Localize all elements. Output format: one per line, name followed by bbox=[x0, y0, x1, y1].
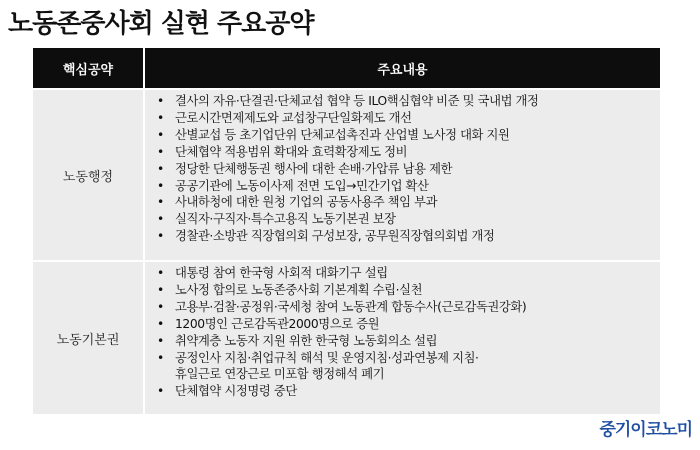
list-item: • 노사정 합의로 노동존중사회 기본계획 수립·실천 bbox=[157, 282, 660, 299]
pledge-table bbox=[33, 48, 660, 414]
list-item: • 취약계층 노동자 지원 위한 한국형 노동회의소 설립 bbox=[157, 333, 660, 350]
list-item: • 1200명인 근로감독관2000명으로 증원 bbox=[157, 316, 660, 333]
header-main-content: 주요내용 bbox=[143, 48, 660, 88]
publisher-logo: 중기이코노미 bbox=[599, 420, 692, 440]
list-item: • 공정인사 지침·취업규칙 해석 및 운영지침·성과연봉제 지침· 휴일근로 연장근로 미포함 행정해석 폐기 bbox=[157, 350, 660, 384]
list-item: • 단체협약 적용범위 확대와 효력확장제도 정비 bbox=[157, 144, 660, 161]
list-item: • 결사의 자유·단결권·단체교섭 협약 등 ILO핵심협약 비준 및 국내법 개정 bbox=[157, 93, 660, 110]
table-row bbox=[33, 88, 660, 260]
row-category: 노동행정 bbox=[62, 169, 114, 185]
content-list bbox=[157, 265, 660, 400]
list-item: • 단체협약 시정명령 중단 bbox=[157, 383, 660, 400]
page-title: 노동존중사회 실현 주요공약 bbox=[8, 9, 314, 39]
list-item: • 실직자·구직자·특수고용직 노동기본권 보장 bbox=[157, 211, 660, 228]
content-list bbox=[157, 93, 660, 245]
list-item: • 대통령 참여 한국형 사회적 대화기구 설립 bbox=[157, 265, 660, 282]
list-item: • 정당한 단체행동권 행사에 대한 손배·가압류 남용 제한 bbox=[157, 161, 660, 178]
row-content bbox=[143, 90, 660, 260]
table-header bbox=[33, 48, 660, 88]
list-item: • 산별교섭 등 초기업단위 단체교섭촉진과 산업별 노사정 대화 지원 bbox=[157, 127, 660, 144]
list-item: • 근로시간면제제도와 교섭창구단일화제도 개선 bbox=[157, 110, 660, 127]
list-item: • 경찰관·소방관 직장협의회 구성보장, 공무원직장협의회법 개정 bbox=[157, 228, 660, 245]
list-item: • 공공기관에 노동이사제 전면 도입→민간기업 확산 bbox=[157, 178, 660, 195]
list-item: • 고용부·검찰·공정위·국세청 참여 노동관계 합동수사(근로감독권강화) bbox=[157, 299, 660, 316]
row-category: 노동기본권 bbox=[56, 332, 120, 348]
list-item: • 사내하청에 대한 원청 기업의 공동사용주 책임 부과 bbox=[157, 194, 660, 211]
header-key-pledge: 핵심공약 bbox=[62, 62, 114, 78]
table-row bbox=[33, 260, 660, 414]
row-content bbox=[143, 262, 660, 414]
